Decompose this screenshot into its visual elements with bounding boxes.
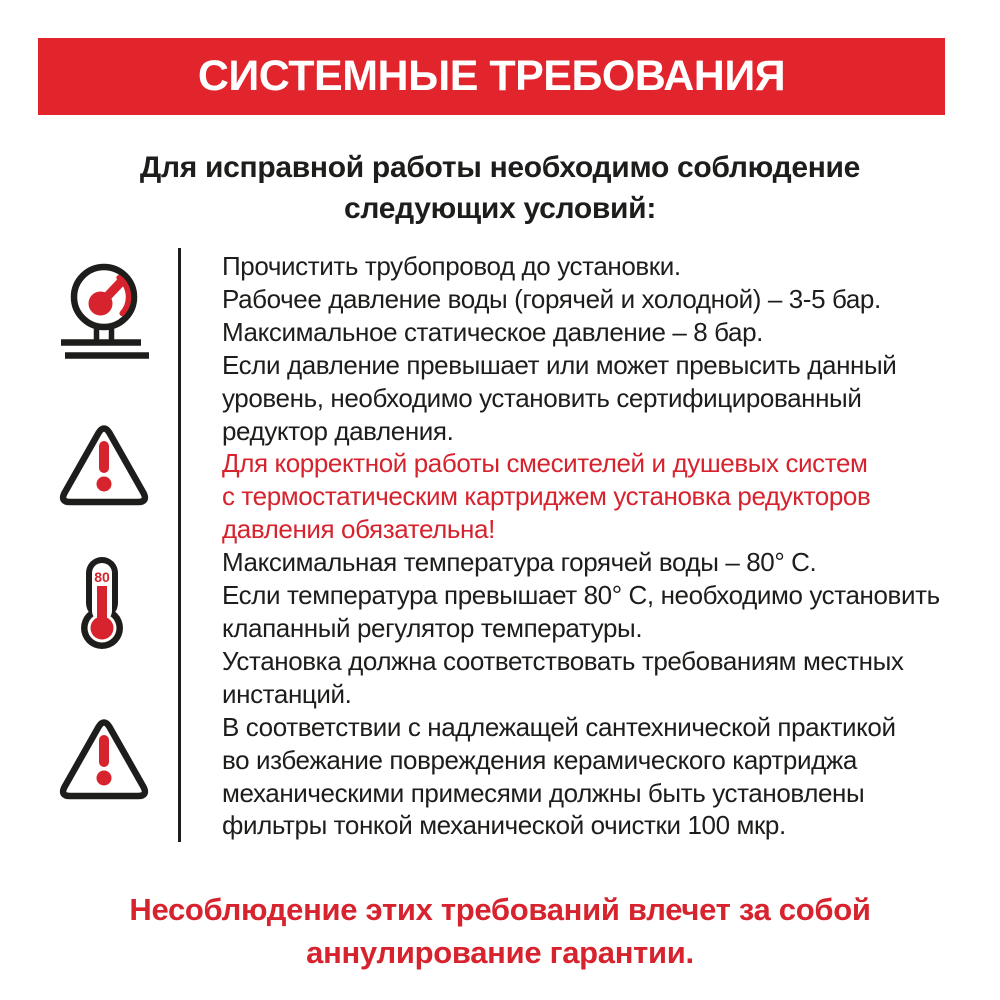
requirement-line: с термостатическим картриджем установка редукторов <box>222 481 871 512</box>
intro-line-2: следующих условий: <box>343 192 657 225</box>
thermometer-icon <box>80 555 124 655</box>
requirement-line: механическими примесями должны быть установлены <box>222 777 865 808</box>
page-title: СИСТЕМНЫЕ ТРЕБОВАНИЯ <box>197 52 786 100</box>
warranty-line-1: Несоблюдение этих требований влечет за собой <box>129 892 871 927</box>
vertical-divider <box>178 248 181 842</box>
header-banner <box>38 38 945 115</box>
requirement-line: Установка должна соответствовать требованиям местных <box>222 645 904 676</box>
requirement-line: Если температура превышает 80° C, необходимо установить <box>222 580 940 611</box>
requirement-line: редуктор давления. <box>222 415 454 446</box>
warranty-line-2: аннулирование гарантии. <box>306 935 694 970</box>
requirement-line: инстанций. <box>222 678 352 709</box>
thermometer-label: 80 <box>94 569 110 585</box>
requirement-line: Рабочее давление воды (горячей и холодной) – 3-5 бар. <box>222 283 881 314</box>
intro-line-1: Для исправной работы необходимо соблюдение <box>139 151 861 184</box>
requirement-line: В соответствии с надлежащей сантехнической практикой <box>222 711 896 742</box>
requirement-line: Прочистить трубопровод до установки. <box>222 251 681 281</box>
requirements-text <box>222 250 962 842</box>
requirement-line: давления обязательна! <box>222 514 495 545</box>
requirement-line: клапанный регулятор температуры. <box>222 612 643 643</box>
requirement-line: Для корректной работы смесителей и душевых систем <box>222 448 868 479</box>
intro-text <box>0 147 1000 229</box>
pressure-gauge-icon <box>59 263 151 365</box>
pressure-gauge-graphic <box>59 263 151 360</box>
requirement-line: уровень, необходимо установить сертифицированный <box>222 382 862 413</box>
warning-triangle-icon <box>57 422 151 515</box>
requirement-line: Если давление превышает или может превысить данный <box>222 349 897 380</box>
warning-triangle-graphic <box>57 422 151 510</box>
requirement-line: Максимальная температура горячей воды – 80° C. <box>222 547 817 578</box>
warning-triangle-graphic <box>57 716 151 804</box>
requirement-line: фильтры тонкой механической очистки 100 мкр. <box>222 810 786 841</box>
requirement-line: во избежание повреждения керамического картриджа <box>222 744 857 775</box>
warranty-warning <box>0 888 1000 974</box>
warning-triangle-icon <box>57 716 151 809</box>
requirement-line: Максимальное статическое давление – 8 бар. <box>222 316 763 347</box>
thermometer-graphic <box>80 555 124 650</box>
